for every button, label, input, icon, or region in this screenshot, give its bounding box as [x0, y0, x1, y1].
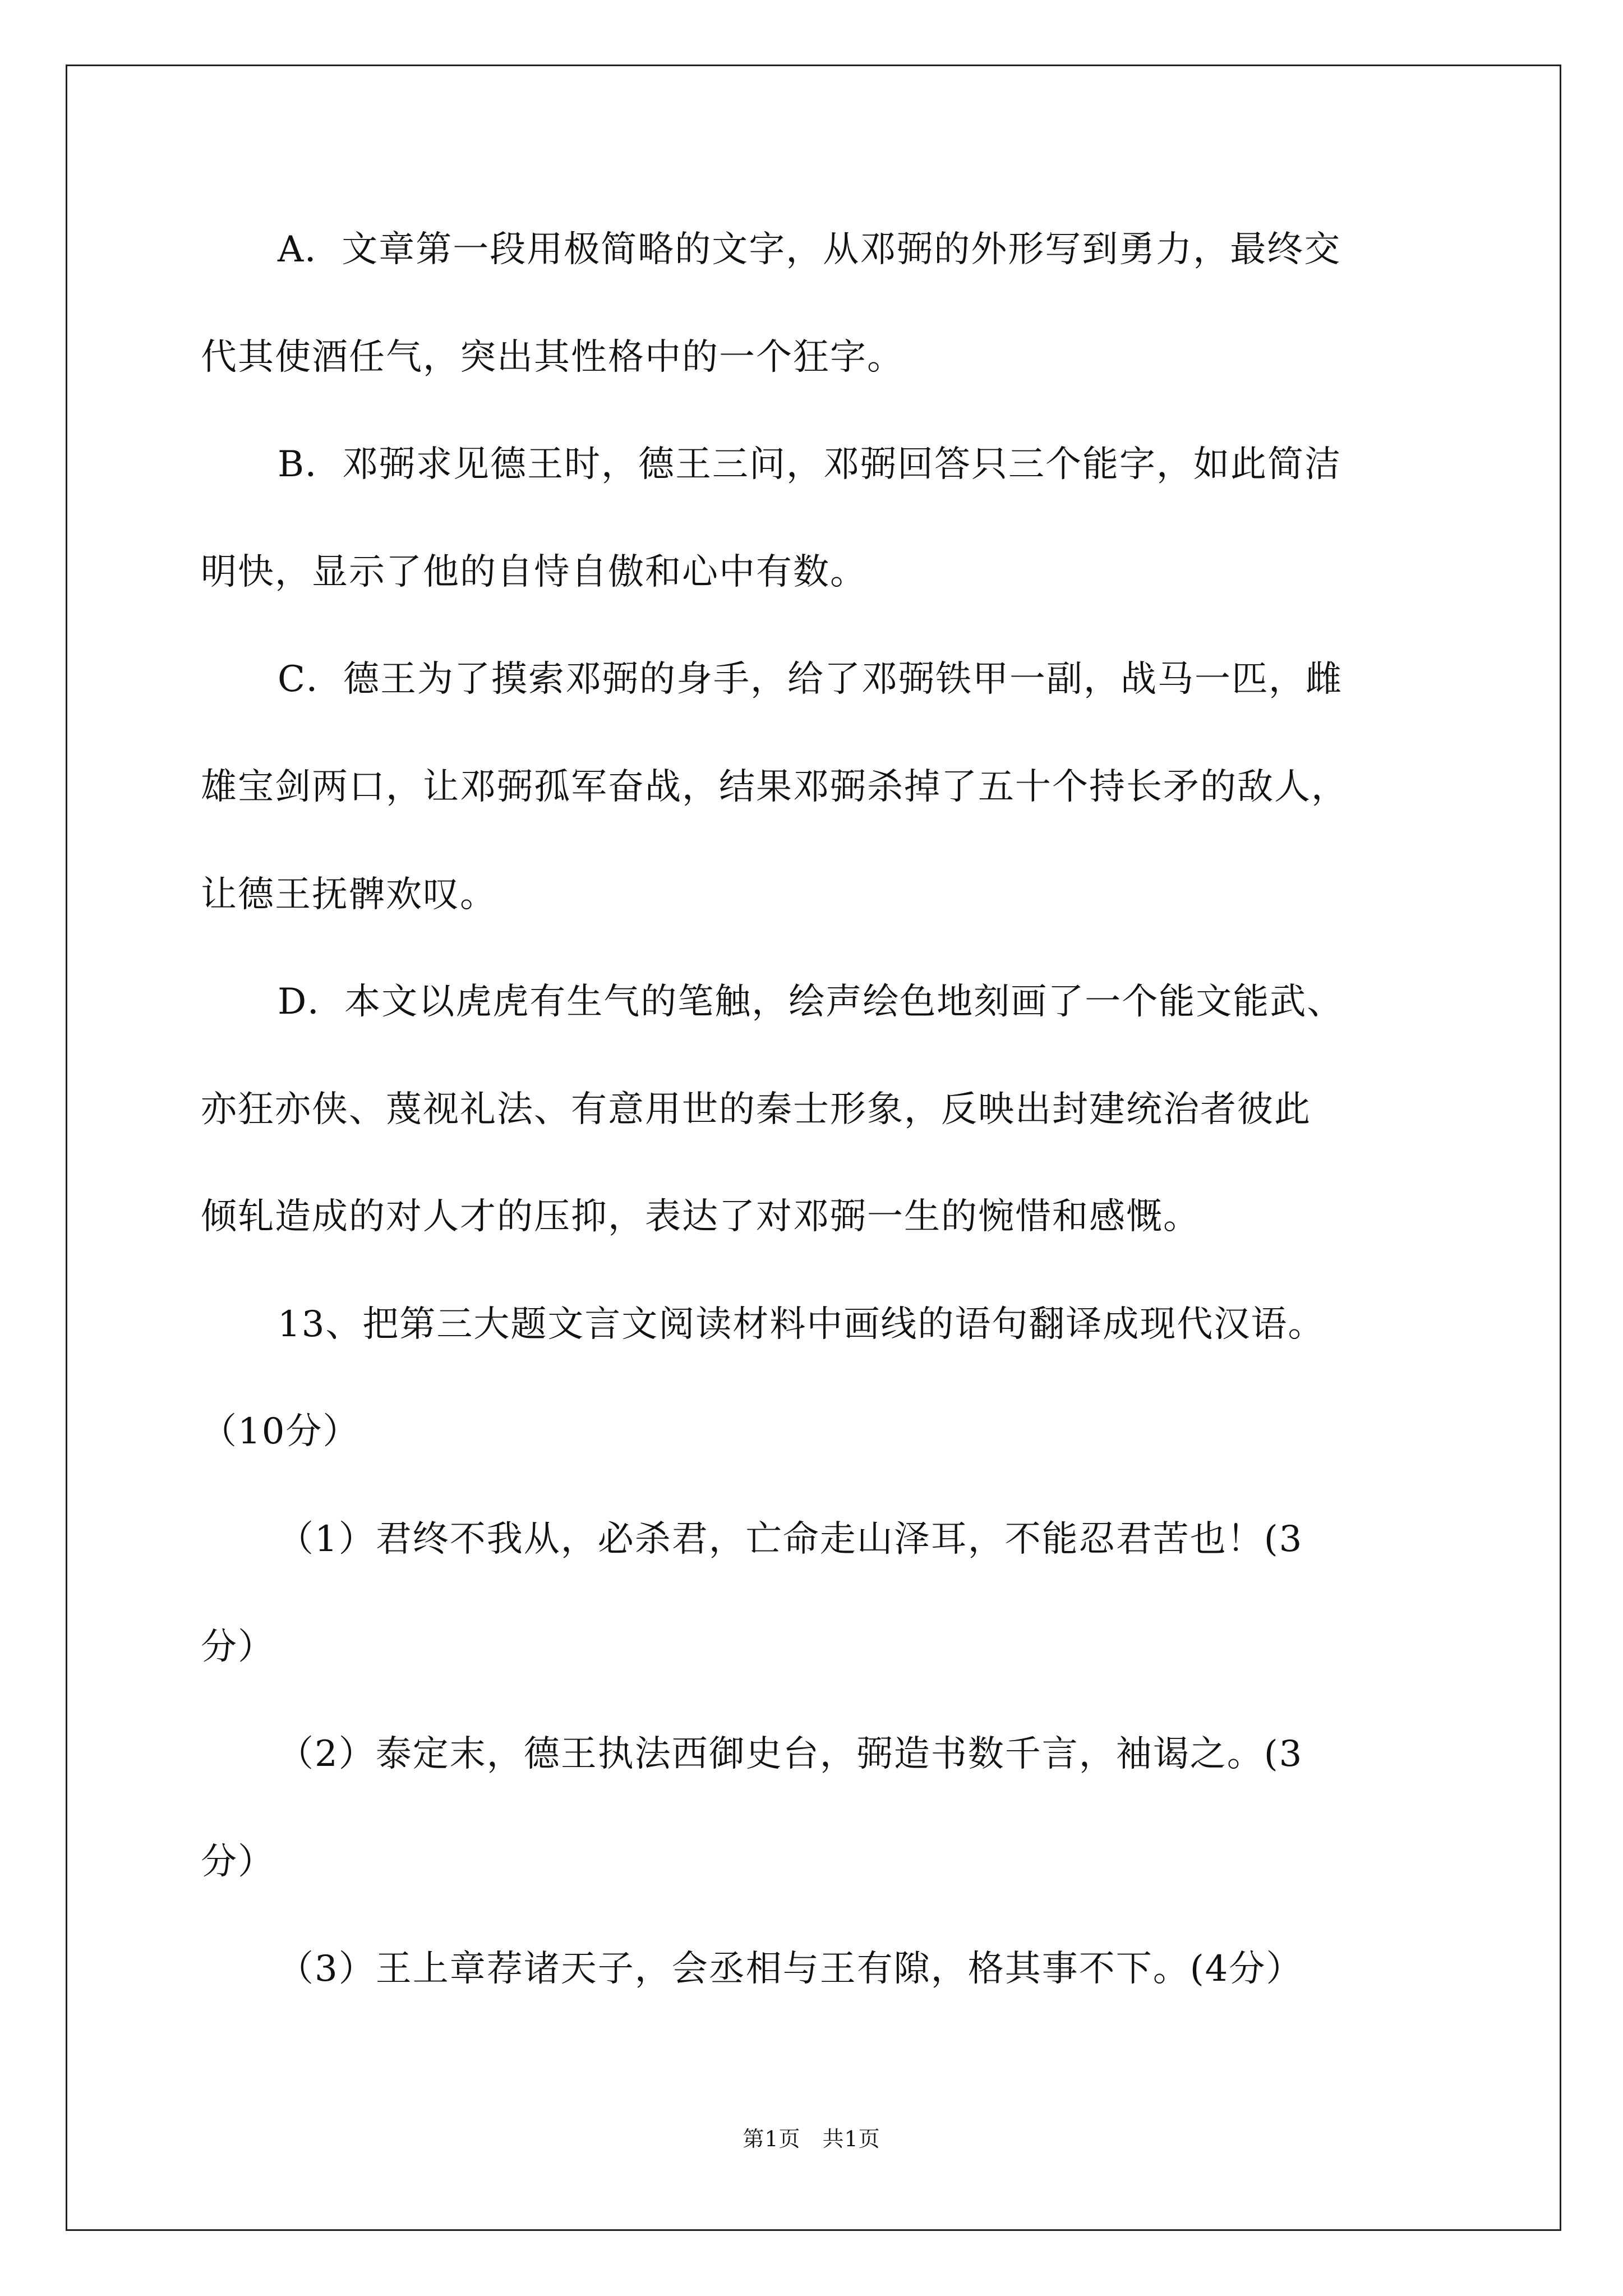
- sentence-1-line-1: （1）君终不我从，必杀君，亡命走山泽耳，不能忍君苦也！(3: [278, 1519, 1303, 1560]
- question-13-line-1: 13、把第三大题文言文阅读材料中画线的语句翻译成现代汉语。: [278, 1304, 1325, 1345]
- option-d-line-2: 亦狂亦侠、蔑视礼法、有意用世的秦士形象，反映出封建统治者彼此: [201, 1089, 1311, 1130]
- question-13-line-2: （10分）: [201, 1411, 360, 1452]
- option-c-line-3: 让德王抚髀欢叹。: [201, 874, 497, 915]
- page-border: [66, 65, 1561, 2231]
- sentence-2-line-1: （2）泰定末，德王执法西御史台，弼造书数千言，袖谒之。(3: [278, 1733, 1303, 1775]
- page-footer: 第1页 共1页: [743, 2127, 880, 2151]
- option-c-line-1: C．德王为了摸索邓弼的身手，给了邓弼铁甲一副，战马一匹，雌: [278, 659, 1343, 700]
- option-b-line-2: 明快，显示了他的自恃自傲和心中有数。: [201, 551, 867, 593]
- sentence-3-line-1: （3）王上章荐诸天子，会丞相与王有隙，格其事不下。(4分）: [278, 1948, 1303, 1990]
- sentence-2-line-2: 分）: [201, 1841, 275, 1883]
- option-c-line-2: 雄宝剑两口，让邓弼孤军奋战，结果邓弼杀掉了五十个持长矛的敌人，: [201, 766, 1348, 808]
- option-a-line-2: 代其使酒任气，突出其性格中的一个狂字。: [201, 337, 904, 378]
- option-a-line-1: A．文章第一段用极简略的文字，从邓弼的外形写到勇力，最终交: [278, 229, 1341, 270]
- option-d-line-1: D．本文以虎虎有生气的笔触，绘声绘色地刻画了一个能文能武、: [278, 981, 1344, 1023]
- sentence-1-line-2: 分）: [201, 1626, 275, 1668]
- option-b-line-1: B．邓弼求见德王时，德王三问，邓弼回答只三个能字，如此简洁: [278, 444, 1342, 485]
- option-d-line-3: 倾轧造成的对人才的压抑，表达了对邓弼一生的惋惜和感慨。: [201, 1196, 1200, 1237]
